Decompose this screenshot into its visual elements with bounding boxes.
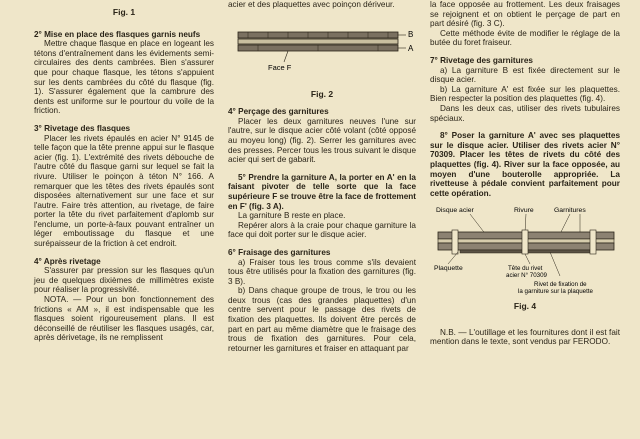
- section-7-title: 7° Rivetage des garnitures: [430, 55, 533, 65]
- figure-2-caption: Fig. 2: [310, 88, 334, 99]
- section-6-b: b) Dans chaque groupe de trous, le trou ou les deux trous (cas des grandes plaquettes) d'un centre servent pour le passage des rivets de fixation des plaquettes. Ils doivent être percés de part en part au même diamètre que le fraisage des trous de fixation des garnitures. Pour cela, retourner les garnitures et fraiser en attaquant par: [228, 286, 416, 353]
- section-4-perçage-title: 4° Perçage des garnitures: [228, 107, 329, 117]
- section-3-body: Placer les rivets épaulés en acier N° 9145 de telle façon que la tête prenne appui sur le flasque acier (fig. 1). L'extrémité des rivets débouche de l'autre côté du flasque garni sur lequel se fait la rivure. Utiliser le poinçon à téton N° 166. A remarquer que les têtes des rivets épaulés sont disposées alternativement sur une face et sur l'autre. Faire très attention, au rivetage, de faire porter la tête du rivet parfaitement d'aplomb sur l'enclume, un porte-à-faux pouvant entraîner un léger emboutissage du flasque et une surépaisseur de la friction à cet endroit.: [34, 133, 214, 249]
- figure-4-label-tete-1: Tête du rivet: [508, 265, 543, 273]
- column-1: [34, 0, 214, 343]
- section-7-a: a) La garniture B est fixée directement sur le disque acier.: [430, 65, 620, 85]
- figure-4-label-fixation-1: Rivet de fixation de: [534, 281, 587, 289]
- figure-4-label-garnitures: Garnitures: [554, 207, 586, 215]
- column-3-top-text-1: la face opposée au frottement. Les deux fraisages se rejoignent et on obtient le perçage de part en part désiré (fig. 3 C).: [430, 0, 620, 29]
- figure-2-label-b: B: [408, 29, 414, 39]
- section-2-title: 2° Mise en place des flasques garnis neufs: [34, 29, 201, 39]
- figure-2-label-face: Face F: [268, 62, 292, 72]
- figure-4: [430, 204, 620, 302]
- section-3-title: 3° Rivetage des flasques: [34, 123, 131, 133]
- figure-4-caption: Fig. 4: [513, 301, 537, 312]
- column-2-top-text: acier et des plaquettes avec poinçon dériveur.: [228, 0, 395, 9]
- section-4-perçage-body: Placer les deux garnitures neuves l'une sur l'autre, sur le disque acier côté volant (côté opposé au moyeu long) (fig. 2). Serrer les garnitures avec des presses. Percer tous les trous suivant le disque acier qui sert de gabarit.: [228, 116, 416, 165]
- figure-4-label-fixation-2: la garniture sur la plaquette: [518, 288, 593, 296]
- section-5-paragraph-3: Repérer alors à la craie pour chaque garniture la face qui doit porter sur le disque acier.: [228, 220, 416, 240]
- nb-note: N.B. — L'outillage et les fournitures dont il est fait mention dans le texte, sont vendus par FERODO.: [430, 327, 620, 347]
- section-8-title: 8° Poser la garniture A' avec ses plaquettes sur le disque acier. Utiliser des rivets acier N° 70309. Placer les têtes de rivets du côté des plaquettes (fig. 4). River sur la face opposée, au moyen d'une bouterolle appropriée. La rivetteuse à pédale convient parfaitement pour cette opération.: [430, 131, 620, 198]
- section-5-paragraph-2: La garniture B reste en place.: [238, 211, 346, 221]
- figure-4-label-rivure: Rivure: [514, 207, 534, 215]
- figure-1-caption: Fig. 1: [112, 7, 136, 17]
- column-2: [228, 0, 416, 353]
- section-4-title: 4° Après rivetage: [34, 256, 101, 266]
- figure-4-label-plaquette: Plaquette: [434, 265, 463, 273]
- figure-4-label-tete-2: acier N° 70309: [506, 272, 547, 280]
- figure-2-label-a: A: [408, 43, 414, 53]
- section-7-c: Dans les deux cas, utiliser des rivets tubulaires spéciaux.: [430, 103, 620, 123]
- section-7-b: b) La garniture A' est fixée sur les plaquettes. Bien respecter la position des plaquettes (fig. 4).: [430, 84, 620, 104]
- figure-2-drawing: [228, 26, 416, 88]
- figure-4-drawing: [430, 204, 620, 302]
- section-6-a: a) Fraiser tous les trous comme s'ils devaient tous être utilisés pour la fixation des garnitures (fig. 3 B).: [228, 257, 416, 286]
- column-3-top-text-2: Cette méthode évite de modifier le réglage de la butée du foret fraiseur.: [430, 28, 620, 48]
- figure-2: [228, 26, 416, 88]
- figure-4-label-disque: Disque acier: [436, 207, 474, 215]
- column-3: [430, 0, 620, 347]
- section-4-body: S'assurer par pression sur les flasques qu'un jeu de quelques dixièmes de millimètres existe pour réaliser la progressivité.: [34, 266, 214, 295]
- section-2-body: Mettre chaque flasque en place en logeant les tétons d'entraînement dans les évidements semi-circulaires des dents cambrées. Bien s'assurer que pour chaque flasque, les tétons s'appuient sur les dents cambrées du côté du flasque (fig. 1). S'assurer également que la cambrure des dents est uniforme sur le pourtour du voile de la friction.: [34, 39, 214, 116]
- section-5-title: 5° Prendre la garniture A, la porter en A' en la faisant pivoter de telle sorte que la face supérieure F se trouve être la face de frottement en F' (fig. 3 A).: [228, 172, 416, 211]
- section-4-nota: NOTA. — Pour un bon fonctionnement des frictions « AM », il est indispensable que les flasques soient rigoureusement plans. Il est déconseillé de réutiliser les flasques usagés, car, après dérivetage, ils ne remplissent: [34, 295, 214, 343]
- section-6-title: 6° Fraisage des garnitures: [228, 247, 331, 257]
